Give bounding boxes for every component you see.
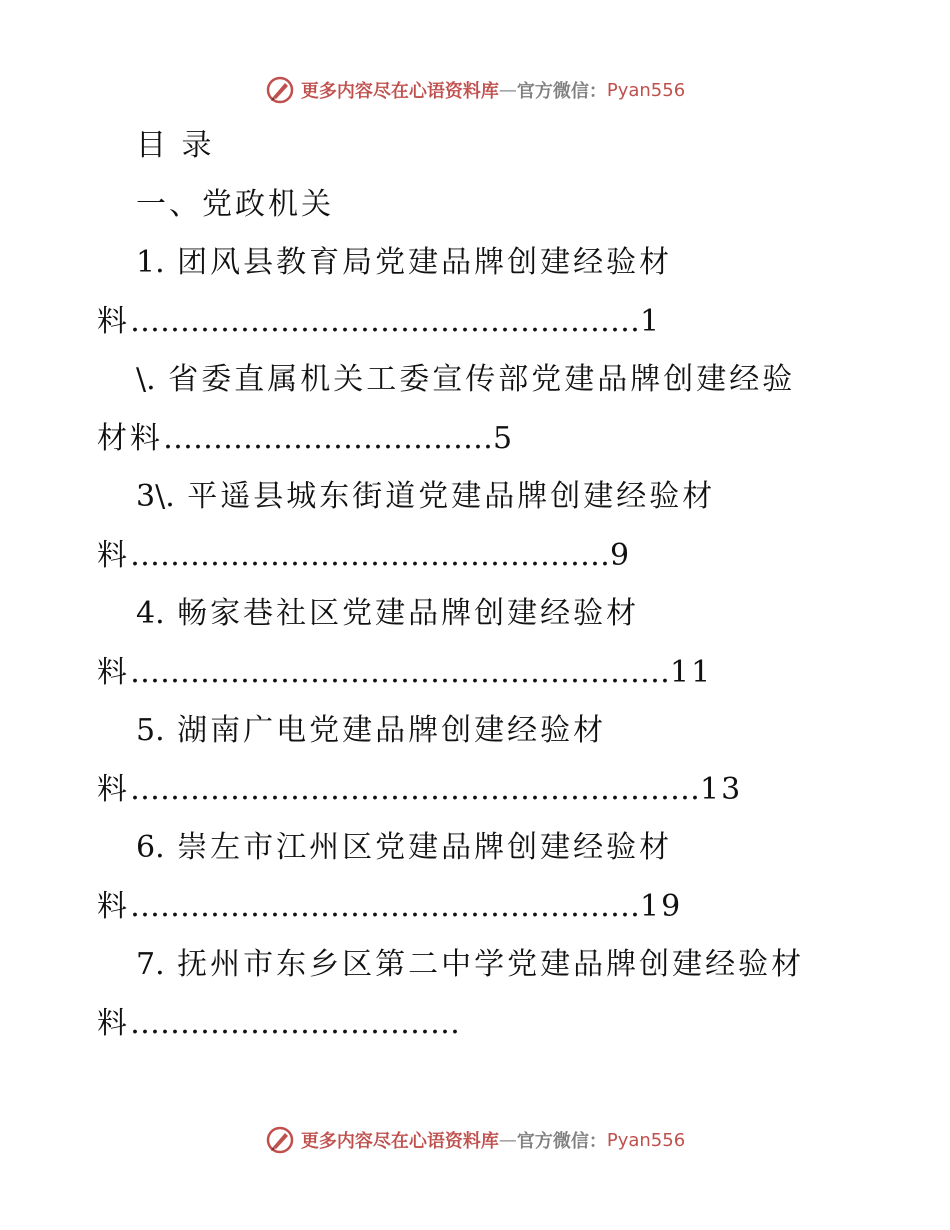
toc-entry-title xyxy=(136,243,672,283)
banner-main-text: 更多内容尽在心语资料库 xyxy=(300,81,499,102)
toc-entry-continuation xyxy=(97,302,661,342)
toc-entry-number: 4. xyxy=(136,596,165,631)
banner-side-text: 官方微信： xyxy=(516,1131,607,1152)
toc-page-number: 9 xyxy=(610,538,632,573)
toc-entry-text: 省委直属机关工委宣传部党建品牌创建经验 xyxy=(168,362,796,397)
toc-entry-cont-text: 料 xyxy=(97,1006,130,1041)
toc-entry-cont-text: 料 xyxy=(97,655,130,690)
toc-page-number: 5 xyxy=(493,421,515,456)
toc-entry-number: 6. xyxy=(136,830,165,865)
toc-entry-number: 1. xyxy=(136,245,165,280)
toc-entry-title xyxy=(136,945,804,985)
toc-entry-text: 湖南广电党建品牌创建经验材 xyxy=(177,713,607,748)
banner-side-text: 官方微信： xyxy=(516,81,607,102)
pen-logo-icon xyxy=(265,1125,295,1155)
banner-dash: — xyxy=(498,79,517,101)
toc-entry-text: 抚州市东乡区第二中学党建品牌创建经验材 xyxy=(177,947,805,982)
toc-entry-continuation xyxy=(97,887,682,927)
banner-wechat-id: Pyan556 xyxy=(606,79,686,101)
toc-page-number: 13 xyxy=(700,772,743,807)
toc-entry-title xyxy=(136,828,672,868)
toc-leader-dots: ………………………………………………… xyxy=(130,772,700,807)
toc-section-title: 一、党政机关 xyxy=(136,187,334,222)
header-banner xyxy=(0,70,950,110)
toc-entry-number: 5. xyxy=(136,713,165,748)
toc-entry-cont-text: 料 xyxy=(97,772,130,807)
toc-leader-dots: ……………………………………………… xyxy=(130,655,670,690)
toc-heading: 目 录 xyxy=(136,128,215,163)
toc-entry-cont-text: 材料 xyxy=(97,421,163,456)
toc-entry-text: 畅家巷社区党建品牌创建经验材 xyxy=(177,596,640,631)
toc-leader-dots: …………………………… xyxy=(130,1006,460,1041)
toc-entry-cont-text: 料 xyxy=(97,889,130,924)
toc-entry-cont-text: 料 xyxy=(97,304,130,339)
toc-entry-cont-text: 料 xyxy=(97,538,130,573)
toc-entry-title xyxy=(136,594,639,634)
banner-dash: — xyxy=(498,1129,517,1151)
toc-entry-continuation xyxy=(97,770,742,810)
toc-entry-title xyxy=(136,477,715,517)
toc-entry-text: 平遥县城东街道党建品牌创建经验材 xyxy=(187,479,716,514)
toc-leader-dots: ………………………………………… xyxy=(130,538,610,573)
toc-entry-number: 3\. xyxy=(136,479,175,514)
banner-wechat-id: Pyan556 xyxy=(606,1129,686,1151)
toc-entry-number: 7. xyxy=(136,947,165,982)
toc-entry-title xyxy=(136,711,606,751)
toc-page-number: 11 xyxy=(670,655,713,690)
toc-entry-number: \. xyxy=(136,362,156,397)
banner-main-text: 更多内容尽在心语资料库 xyxy=(300,1131,499,1152)
toc-entry-continuation xyxy=(97,419,514,459)
toc-page-number: 1 xyxy=(640,304,662,339)
toc-entry-continuation xyxy=(97,536,631,576)
toc-entry-continuation xyxy=(97,653,712,693)
toc-entry-continuation xyxy=(97,1004,460,1044)
toc-entry-text: 崇左市江州区党建品牌创建经验材 xyxy=(177,830,673,865)
toc-page-number: 19 xyxy=(640,889,683,924)
pen-logo-icon xyxy=(265,75,295,105)
footer-banner xyxy=(0,1120,950,1160)
toc-leader-dots: …………………………… xyxy=(163,421,493,456)
toc-leader-dots: …………………………………………… xyxy=(130,304,640,339)
toc-entry-text: 团风县教育局党建品牌创建经验材 xyxy=(177,245,673,280)
toc-leader-dots: …………………………………………… xyxy=(130,889,640,924)
toc-entry-title xyxy=(136,360,795,400)
